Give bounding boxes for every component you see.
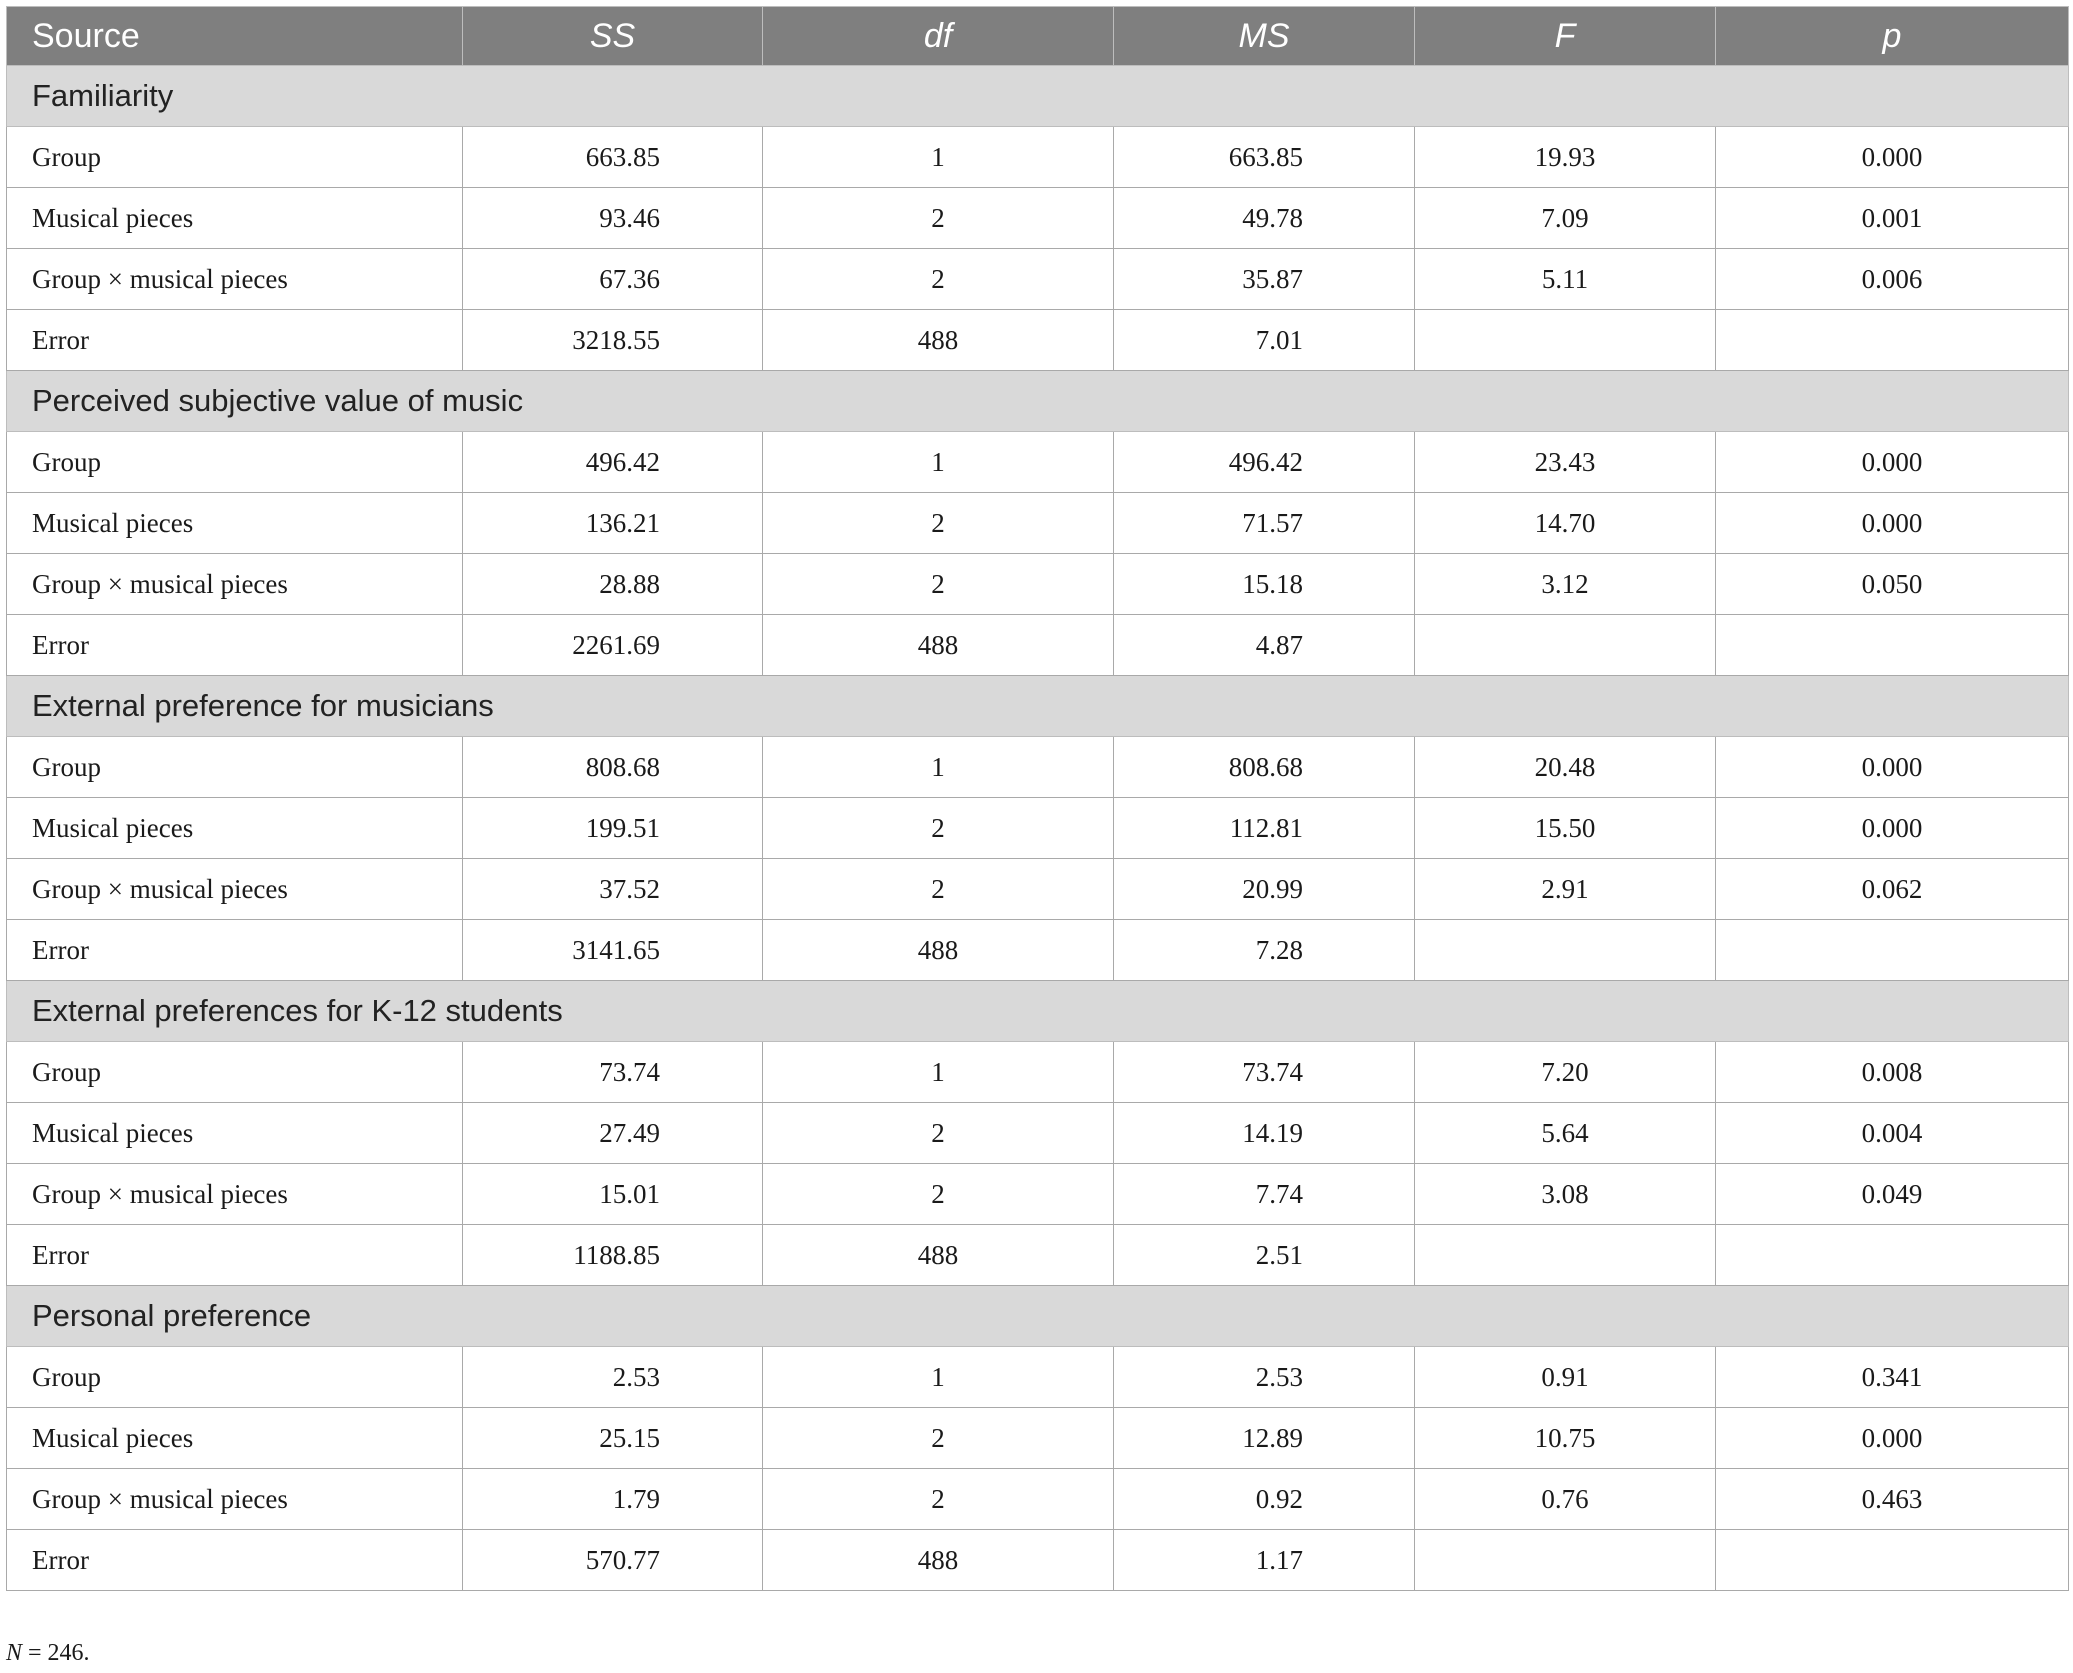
cell-p [1716,1530,2069,1591]
cell-ss: 25.15 [463,1408,763,1469]
cell-source: Musical pieces [7,1103,463,1164]
cell-ss: 2261.69 [463,615,763,676]
cell-source: Musical pieces [7,798,463,859]
cell-df: 1 [763,432,1114,493]
table-row [7,1164,2069,1225]
table-row [7,920,2069,981]
cell-p: 0.000 [1716,493,2069,554]
cell-ss: 663.85 [463,127,763,188]
cell-df: 2 [763,554,1114,615]
cell-ms: 14.19 [1114,1103,1415,1164]
cell-p: 0.463 [1716,1469,2069,1530]
cell-p: 0.000 [1716,1408,2069,1469]
cell-p [1716,1225,2069,1286]
cell-source: Group × musical pieces [7,554,463,615]
cell-df: 488 [763,615,1114,676]
cell-df: 488 [763,1225,1114,1286]
cell-f: 7.09 [1415,188,1716,249]
cell-p: 0.008 [1716,1042,2069,1103]
table-row [7,310,2069,371]
cell-ms: 7.28 [1114,920,1415,981]
cell-source: Error [7,920,463,981]
header-ms: MS [1114,7,1415,66]
cell-ss: 15.01 [463,1164,763,1225]
table-row [7,1408,2069,1469]
cell-df: 1 [763,1042,1114,1103]
table-row [7,127,2069,188]
header-df: df [763,7,1114,66]
cell-ss: 67.36 [463,249,763,310]
table-row [7,859,2069,920]
cell-source: Group [7,1042,463,1103]
cell-df: 1 [763,1347,1114,1408]
cell-ms: 71.57 [1114,493,1415,554]
cell-source: Error [7,615,463,676]
cell-f: 10.75 [1415,1408,1716,1469]
cell-ss: 93.46 [463,188,763,249]
table-row [7,1225,2069,1286]
cell-p [1716,615,2069,676]
cell-source: Error [7,310,463,371]
section-header-row [7,371,2069,432]
cell-ms: 1.17 [1114,1530,1415,1591]
cell-p: 0.341 [1716,1347,2069,1408]
cell-p: 0.001 [1716,188,2069,249]
cell-ss: 28.88 [463,554,763,615]
note-symbol: N [6,1640,23,1666]
cell-source: Musical pieces [7,1408,463,1469]
cell-source: Group [7,432,463,493]
header-p: p [1716,7,2069,66]
cell-ms: 35.87 [1114,249,1415,310]
cell-ms: 663.85 [1114,127,1415,188]
cell-source: Musical pieces [7,493,463,554]
cell-df: 488 [763,920,1114,981]
header-ss: SS [463,7,763,66]
cell-f: 5.64 [1415,1103,1716,1164]
cell-p: 0.000 [1716,798,2069,859]
section-header-row [7,981,2069,1042]
cell-p: 0.062 [1716,859,2069,920]
table-note [6,1640,90,1667]
cell-df: 1 [763,737,1114,798]
cell-df: 488 [763,1530,1114,1591]
cell-df: 2 [763,1164,1114,1225]
cell-ss: 3218.55 [463,310,763,371]
cell-ms: 4.87 [1114,615,1415,676]
cell-f: 7.20 [1415,1042,1716,1103]
cell-df: 1 [763,127,1114,188]
cell-p: 0.050 [1716,554,2069,615]
cell-ms: 20.99 [1114,859,1415,920]
cell-f: 15.50 [1415,798,1716,859]
cell-ms: 2.51 [1114,1225,1415,1286]
cell-f: 0.91 [1415,1347,1716,1408]
cell-ms: 112.81 [1114,798,1415,859]
section-title: External preferences for K-12 students [7,981,2069,1042]
table-row [7,554,2069,615]
table-body [7,66,2069,1591]
table-row [7,249,2069,310]
header-source: Source [7,7,463,66]
table-row [7,1530,2069,1591]
cell-f [1415,310,1716,371]
section-title: External preference for musicians [7,676,2069,737]
cell-p: 0.006 [1716,249,2069,310]
cell-ms: 7.74 [1114,1164,1415,1225]
cell-ms: 808.68 [1114,737,1415,798]
cell-source: Group × musical pieces [7,1164,463,1225]
cell-source: Group [7,1347,463,1408]
cell-f [1415,920,1716,981]
table-row [7,432,2069,493]
cell-source: Error [7,1530,463,1591]
header-f: F [1415,7,1716,66]
cell-f: 19.93 [1415,127,1716,188]
cell-source: Group × musical pieces [7,1469,463,1530]
cell-f: 14.70 [1415,493,1716,554]
table-header-row [7,7,2069,66]
cell-f: 0.76 [1415,1469,1716,1530]
cell-ms: 15.18 [1114,554,1415,615]
cell-df: 2 [763,188,1114,249]
cell-ms: 49.78 [1114,188,1415,249]
table-row [7,1347,2069,1408]
cell-p [1716,310,2069,371]
cell-ss: 496.42 [463,432,763,493]
cell-df: 2 [763,1103,1114,1164]
cell-source: Group × musical pieces [7,859,463,920]
cell-source: Group [7,127,463,188]
cell-ss: 37.52 [463,859,763,920]
table-row [7,737,2069,798]
cell-f: 5.11 [1415,249,1716,310]
cell-f: 20.48 [1415,737,1716,798]
anova-table [6,6,2069,1591]
cell-source: Musical pieces [7,188,463,249]
anova-table-container [6,6,2068,1591]
section-title: Personal preference [7,1286,2069,1347]
cell-ms: 0.92 [1114,1469,1415,1530]
cell-ss: 1188.85 [463,1225,763,1286]
cell-df: 2 [763,249,1114,310]
cell-df: 2 [763,493,1114,554]
table-row [7,188,2069,249]
cell-ss: 2.53 [463,1347,763,1408]
section-header-row [7,676,2069,737]
cell-ms: 2.53 [1114,1347,1415,1408]
cell-source: Error [7,1225,463,1286]
cell-ms: 7.01 [1114,310,1415,371]
table-row [7,493,2069,554]
cell-ms: 496.42 [1114,432,1415,493]
cell-source: Group × musical pieces [7,249,463,310]
cell-f: 3.12 [1415,554,1716,615]
cell-ss: 73.74 [463,1042,763,1103]
cell-ss: 808.68 [463,737,763,798]
cell-source: Group [7,737,463,798]
cell-ms: 12.89 [1114,1408,1415,1469]
cell-p: 0.000 [1716,127,2069,188]
section-title: Perceived subjective value of music [7,371,2069,432]
cell-f [1415,1530,1716,1591]
cell-ss: 136.21 [463,493,763,554]
cell-p: 0.000 [1716,737,2069,798]
cell-p: 0.049 [1716,1164,2069,1225]
cell-p: 0.004 [1716,1103,2069,1164]
cell-df: 488 [763,310,1114,371]
cell-ss: 199.51 [463,798,763,859]
cell-p: 0.000 [1716,432,2069,493]
section-header-row [7,66,2069,127]
cell-ms: 73.74 [1114,1042,1415,1103]
cell-ss: 570.77 [463,1530,763,1591]
cell-f [1415,1225,1716,1286]
table-row [7,615,2069,676]
table-row [7,1103,2069,1164]
cell-p [1716,920,2069,981]
cell-df: 2 [763,859,1114,920]
table-row [7,798,2069,859]
cell-ss: 3141.65 [463,920,763,981]
section-title: Familiarity [7,66,2069,127]
cell-f: 23.43 [1415,432,1716,493]
cell-df: 2 [763,1408,1114,1469]
cell-df: 2 [763,1469,1114,1530]
cell-f [1415,615,1716,676]
table-row [7,1042,2069,1103]
cell-ss: 1.79 [463,1469,763,1530]
table-row [7,1469,2069,1530]
section-header-row [7,1286,2069,1347]
cell-f: 2.91 [1415,859,1716,920]
cell-ss: 27.49 [463,1103,763,1164]
note-text: = 246. [22,1640,90,1666]
cell-f: 3.08 [1415,1164,1716,1225]
cell-df: 2 [763,798,1114,859]
